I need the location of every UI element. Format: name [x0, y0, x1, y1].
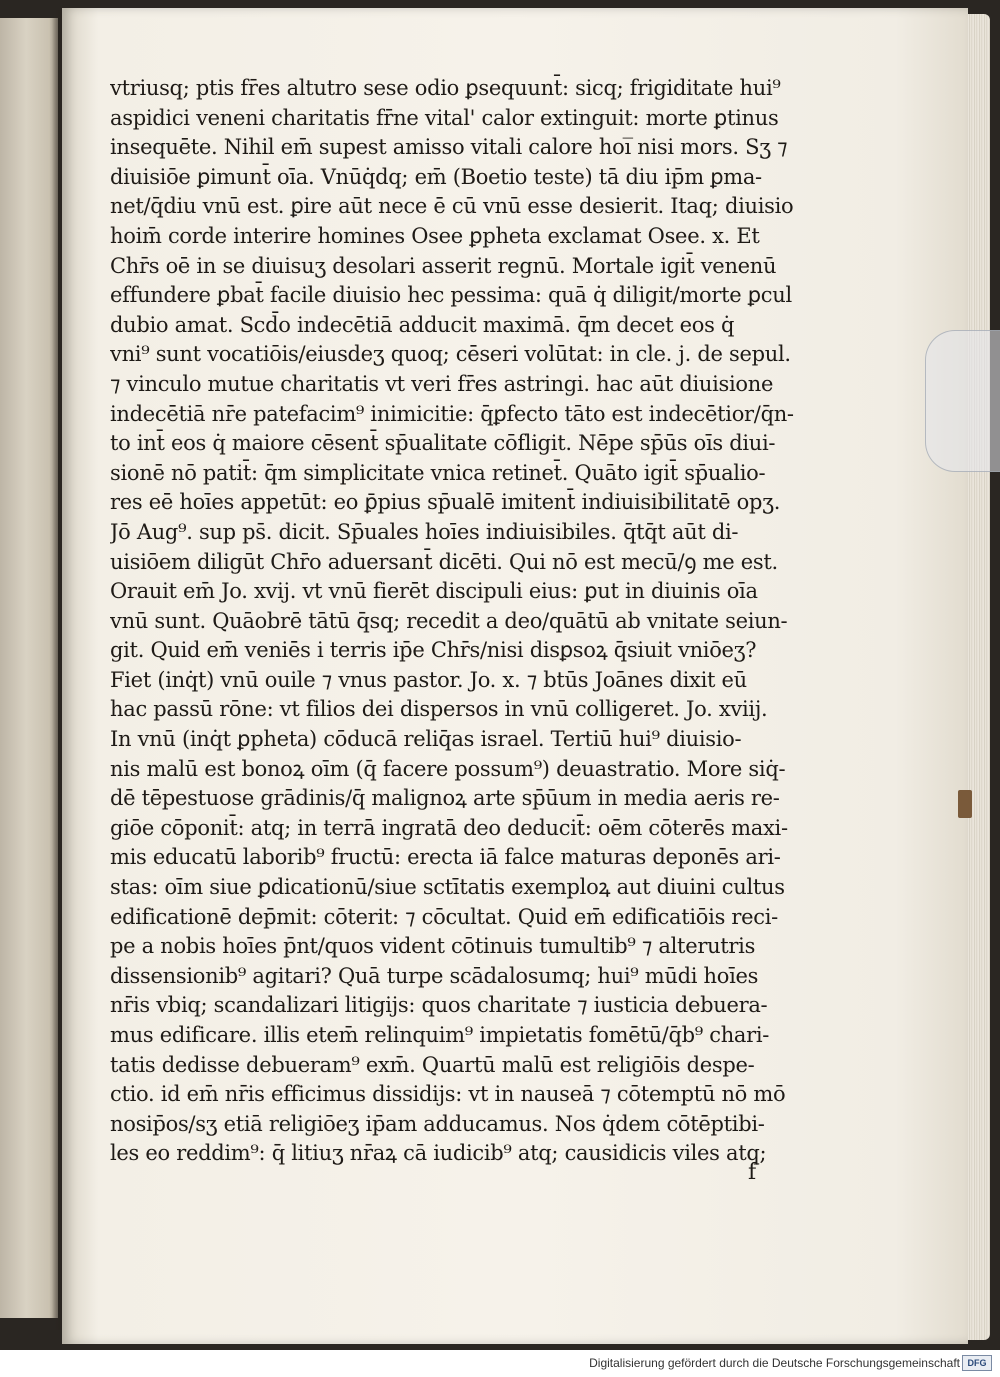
text-line: stas: oīm siue ꝑdicationū/siue sctītatis exemploꝝ aut diuini cultus	[110, 875, 785, 900]
text-line: aspidici veneni charitatis fr̄ne vital' calor extinguit: morte ꝑtinus	[110, 105, 779, 130]
text-line: pe a nobis hoīes p̄nt/quos vident cōtinuis tumultib⁹ ⁊ alterutris	[110, 934, 756, 959]
text-line: diuisiōe ꝑimunt̄ oīa. Vnūq̇dq; em̄ (Boetio teste) tā diu ip̄m ꝑma-	[110, 164, 762, 189]
text-line: les eo reddim⁹: q̄ litiuʒ nr̄aꝝ cā iudicib⁹ atq; causidicis viles atq;	[110, 1141, 767, 1166]
text-line: sionē nō patit̄: q̄m simplicitate vnica retinet̄. Quāto igit̄ sp̄ualio-	[110, 460, 766, 485]
page-text-block	[110, 74, 822, 1169]
facing-page-edge	[0, 18, 58, 1318]
text-line: dē tēpestuose grādinis/q̄ malignoꝝ arte sp̄ūum in media aeris re-	[110, 786, 780, 811]
signature-mark: f	[748, 1160, 757, 1185]
text-line: nr̄is vbiq; scandalizari litigijs: quos charitate ⁊ iusticia debuera-	[110, 993, 768, 1018]
text-line: effundere ꝑbat̄ facile diuisio hec pessima: quā q̇ diligit/morte ꝑcul	[110, 283, 792, 308]
text-line: Jō Aug⁹. sup ps̄. dicit. Sp̄uales hoīes indiuisibiles. q̄tq̄t aūt di-	[110, 519, 739, 544]
text-line: edificationē dep̄mit: cōterit: ⁊ cōcultat. Quid em̄ edificatiōis reci-	[110, 904, 778, 929]
text-line: mis educatū laborib⁹ fructū: erecta iā falce maturas deponēs ari-	[110, 845, 781, 870]
text-line: tatis dedisse debueram⁹ exm̄. Quartū malū est religiōis despe-	[110, 1052, 755, 1077]
text-line: to int̄ eos q̇ maiore cēsent̄ sp̄ualitate cōfligit. Nēpe sp̄ūs oīs diui-	[110, 431, 776, 456]
text-line: nis malū est bonoꝝ oīm (q̄ facere possum⁹) deuastratio. More siq̇-	[110, 756, 786, 781]
text-line: Fiet (inq̇t) vnū ouile ⁊ vnus pastor. Jo. x. ⁊ btūs Joānes dixit eū	[110, 667, 747, 692]
text-line: mus edificare. illis etem̄ relinquim⁹ impietatis fomētū/q̄b⁹ chari-	[110, 1023, 770, 1047]
text-line: net/q̄diu vnū est. ꝑire aūt nece ē cū vnū esse desierit. Itaq; diuisio	[110, 194, 794, 219]
text-line: vni⁹ sunt vocatiōis/eiusdeʒ quoq; cēseri volūtat: in cle. j. de sepul.	[110, 342, 791, 367]
text-line: git. Quid em̄ veniēs i terris ip̄e Chr̄s/nisi disꝑsoꝝ q̄siuit vniōeʒ?	[110, 638, 757, 663]
plastic-tab-clip	[925, 330, 1000, 472]
text-line: hoim̄ corde interire homines Osee ꝑpheta exclamat Osee. x. Et	[110, 223, 760, 248]
bookmark-stub	[958, 790, 972, 818]
text-line: dissensionib⁹ agitari? Quā turpe scādalosumq; hui⁹ mūdi hoīes	[110, 963, 759, 988]
text-line: vtriusq; ptis fr̄es altutro sese odio ꝑsequunt̄: sicq; frigiditate hui⁹	[110, 76, 781, 100]
text-line: uisiōem diligūt Chr̄o aduersant̄ dicēti. Qui nō est mecū/ꝯ me est.	[110, 549, 778, 574]
text-line: nosip̄os/sʒ etiā religiōeʒ ip̄am adducamus. Nos q̇dem cōtēptibi-	[110, 1111, 765, 1136]
text-line: In vnū (inq̇t ꝑpheta) cōducā reliq̄as israel. Tertiū hui⁹ diuisio-	[110, 727, 742, 752]
text-line: insequēte. Nihil em̄ supest amisso vitali calore hoi̅ nisi mors. Sʒ ⁊	[110, 135, 788, 160]
funding-credit: Digitalisierung gefördert durch die Deutsche Forschungsgemeinschaft	[589, 1356, 960, 1370]
text-line: res eē hoīes appetūt: eo ꝑ̄pius sp̄ualē imitent̄ indiuisibilitatē opʒ.	[110, 490, 781, 515]
text-line: Chr̄s oē in se diuisuʒ desolari asserit regnū. Mortale igit̄ venenū	[110, 253, 777, 278]
text-line: hac passū rōne: vt filios dei dispersos in vnū colligeret. Jo. xviij.	[110, 697, 768, 722]
dfg-logo-icon: DFG	[962, 1355, 992, 1371]
text-line: dubio amat. Scd̄o indecētiā adducit maximā. q̄m decet eos q̇	[110, 312, 735, 337]
footer-bar	[0, 1350, 1000, 1377]
text-line: ctio. id em̄ nr̄is efficimus dissidijs: vt in nauseā ⁊ cōtemptū nō mō	[110, 1082, 786, 1107]
text-line: Orauit em̄ Jo. xvij. vt vnū fierēt discipuli eius: ꝑut in diuinis oīa	[110, 579, 758, 604]
text-line: indecētiā nr̄e patefacim⁹ inimicitie: q̄ꝑfecto tāto est indecētior/q̄n-	[110, 401, 794, 426]
text-line: ⁊ vinculo mutue charitatis vt veri fr̄es astringi. hac aūt diuisione	[110, 371, 774, 396]
text-line: vnū sunt. Quāobrē tātū q̄sq; recedit a deo/quātū ab vnitate seiun-	[110, 608, 788, 633]
text-line: giōe cōponit̄: atq; in terrā ingratā deo deducit̄: oēm cōterēs maxi-	[110, 815, 788, 840]
